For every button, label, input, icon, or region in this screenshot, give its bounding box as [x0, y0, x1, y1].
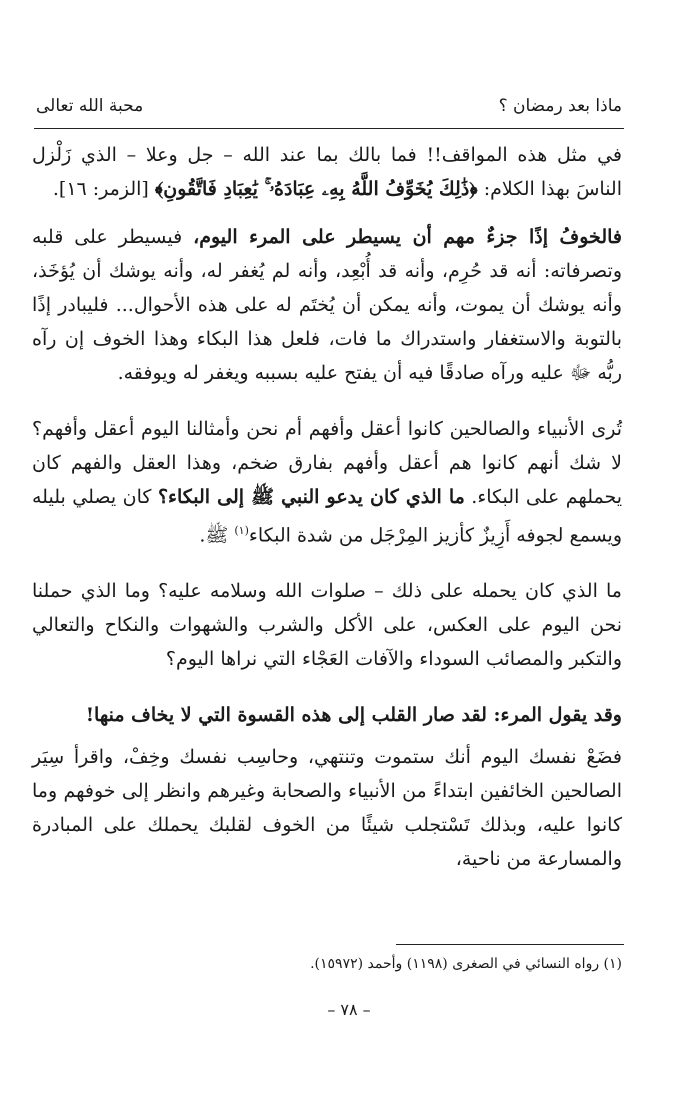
- header-divider: [34, 128, 624, 129]
- paragraph-5: [32, 740, 622, 876]
- footnote: (١) رواه النسائي في الصغرى (١١٩٨) وأحمد (١٥٩٧٢).: [310, 956, 622, 972]
- paragraph-2-text: فيسيطر على قلبه وتصرفاته: أنه قد حُرِم، وأنه قد أُبْعِد، وأنه لم يُغفر له، وأنه يوشك أن يُؤخَذ، وأنه يوشك أن يموت، وأنه يمكن أن يُختَم له على هذه الأحوال... فليبادر إذًا بالتوبة والاستغفار واستدراك ما فات، فلعل هذا البكاء وهذا الخوف إن رآه ربُّه ﷻ عليه ورآه صادقًا فيه أن يفتح عليه بسببه ويغفر له ويوفقه.: [32, 226, 622, 384]
- footnote-marker: (١): [234, 524, 249, 537]
- paragraph-2: [32, 220, 622, 390]
- page-number: – ٧٨ –: [327, 1000, 371, 1019]
- page-body: [32, 138, 622, 898]
- paragraph-4-text: ما الذي كان يحمله على ذلك – صلوات الله وسلامه عليه؟ وما الذي حملنا نحن اليوم على العكس، على الأكل والشرب والشهوات والنكاح والتعالي والتكبر والمصائب السوداء والآفات العَجْاء التي نراها اليوم؟: [32, 580, 622, 671]
- paragraph-2-bold: فالخوفُ إذًا جزءٌ مهم أن يسيطر على المرء اليوم،: [193, 226, 622, 248]
- quran-verse: ﴿ذَٰلِكَ يُخَوِّفُ اللَّهُ بِهِۦ عِبَادَهُۥ ۚ يَٰعِبَادِ فَاتَّقُونِ﴾: [154, 178, 478, 200]
- paragraph-3-bold: ما الذي كان يدعو النبي ﷺ إلى البكاء؟: [157, 486, 465, 508]
- paragraph-4: [32, 574, 622, 676]
- running-header-section: محبة الله تعالى: [36, 96, 144, 116]
- running-header-chapter: ماذا بعد رمضان ؟: [498, 96, 622, 116]
- paragraph-1-text: في مثل هذه المواقف!! فما بالك بما عند الله – جل وعلا – الذي زَلْزل الناسَ بهذا الكلام:: [32, 144, 622, 200]
- paragraph-3-end: ﷺ.: [199, 524, 229, 547]
- paragraph-1: [32, 138, 622, 206]
- paragraph-5-text: فضَعْ نفسك اليوم أنك ستموت وتنتهي، وحاسِب نفسك وخِفْ، واقرأ سِيَر الصالحين الخائفين ابتداءً من الأنبياء والصحابة وغيرهم وانظر إلى خوفهم وما كانوا عليه، وبذلك تَسْتجلب شيئًا من الخوف لقلبك يحملك على المبادرة والمسارعة من ناحية،: [32, 746, 622, 871]
- section-heading: وقد يقول المرء: لقد صار القلب إلى هذه القسوة التي لا يخاف منها!: [85, 704, 622, 727]
- paragraph-3-text-2: كان يصلي بليله ويسمع لجوفه أَزِيزٌ كأزيز المِرْجَل من شدة البكاء: [32, 486, 622, 547]
- verse-reference: [الزمر: ١٦].: [52, 178, 149, 200]
- paragraph-3-text: تُرى الأنبياء والصالحين كانوا أعقل وأفهم أم نحن وأمثالنا اليوم أعقل وأفهم؟ لا شك أنهم كانوا هم أعقل وأفهم بفارق ضخم، وهذا العقل والفهم كان يحملهم على البكاء.: [32, 418, 623, 508]
- paragraph-3: [32, 412, 622, 552]
- footnote-divider: [396, 944, 624, 945]
